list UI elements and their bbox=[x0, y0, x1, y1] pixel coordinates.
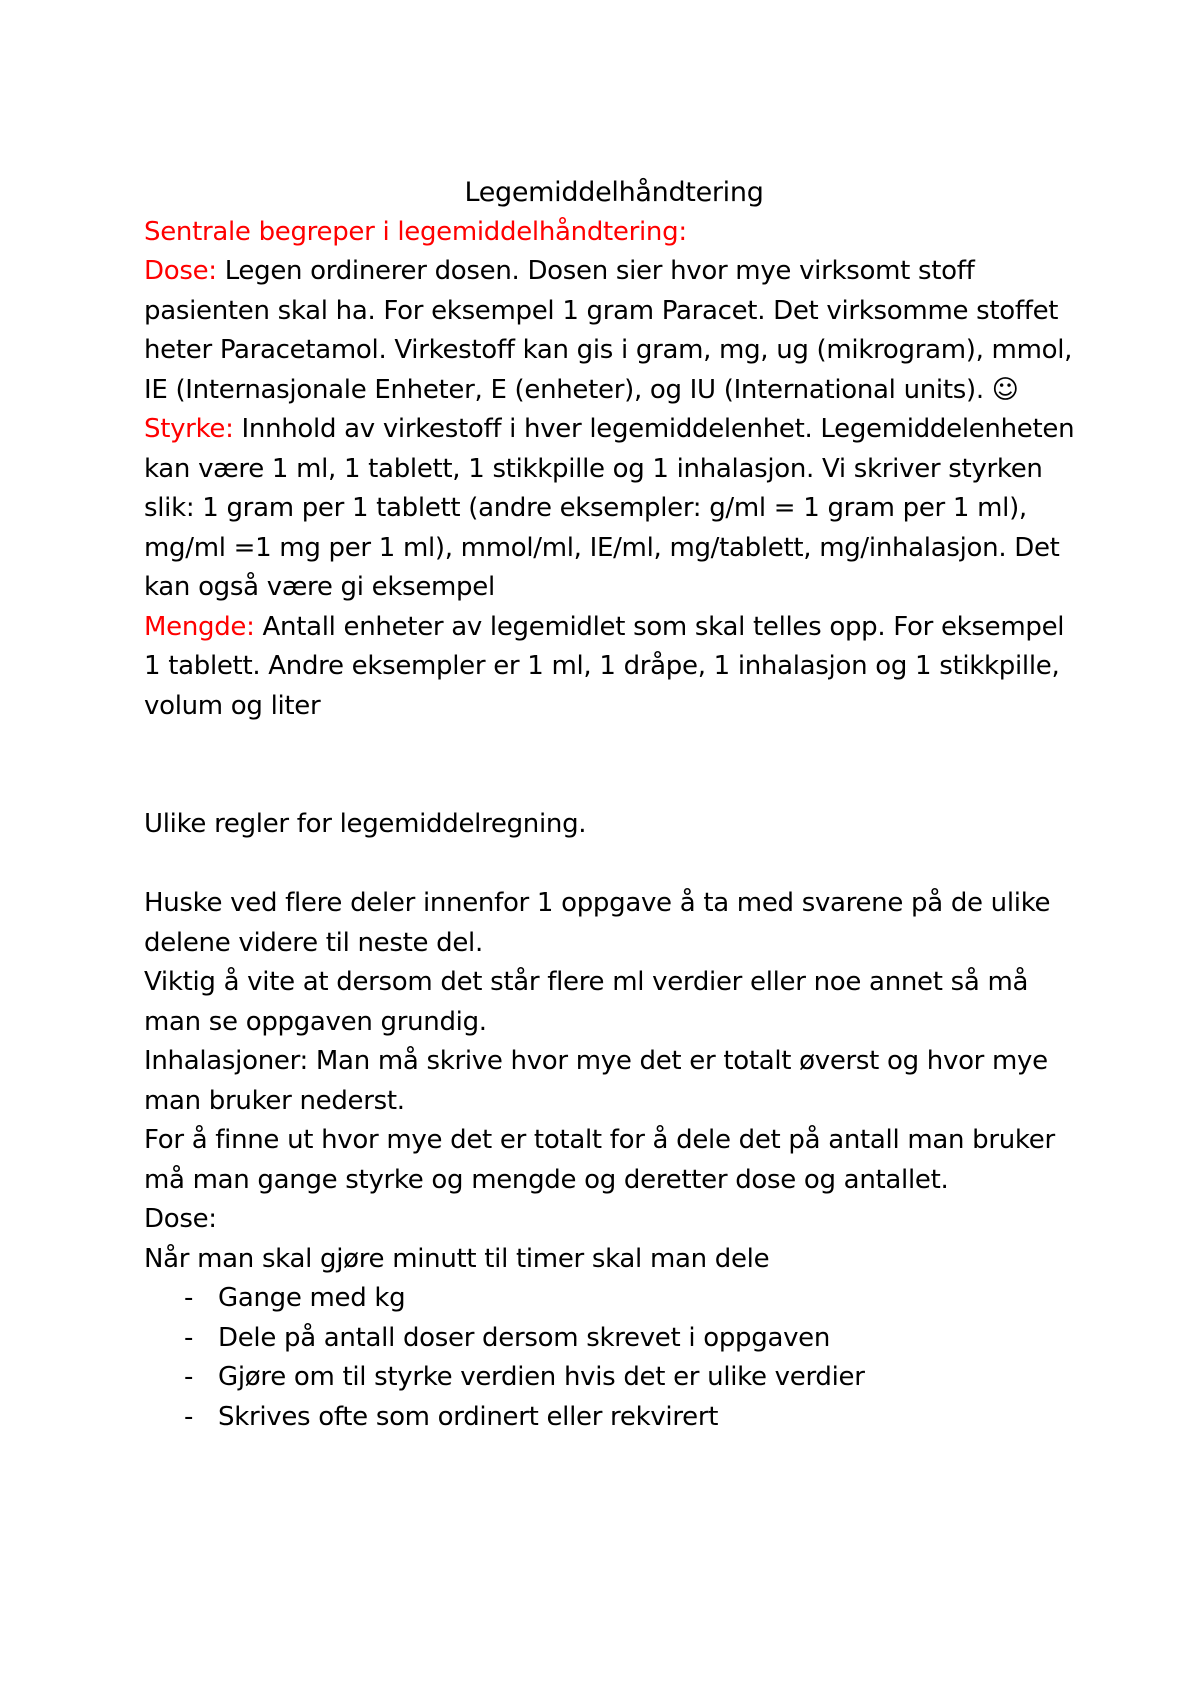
paragraph: Huske ved flere deler innenfor 1 oppgave å ta med svarene på de ulike delene videre til neste del. bbox=[144, 888, 1051, 958]
section-heading: Sentrale begreper i legemiddelhåndtering: bbox=[144, 216, 687, 247]
paragraph: Inhalasjoner: Man må skrive hvor mye det er totalt øverst og hvor mye man bruker nederst. bbox=[144, 1046, 1048, 1116]
list-item-text: Skrives ofte som ordinert eller rekvirert bbox=[218, 1401, 719, 1432]
term-label: Mengde: bbox=[144, 611, 255, 642]
list-item bbox=[144, 1358, 1084, 1398]
definition-styrke bbox=[144, 410, 1084, 608]
definition-dose bbox=[144, 252, 1084, 410]
blank-space bbox=[144, 845, 1084, 885]
dash-marker: - bbox=[184, 1322, 194, 1353]
paragraph: For å finne ut hvor mye det er totalt for å dele det på antall man bruker må man gange styrke og mengde og deretter dose og antallet. bbox=[144, 1125, 1055, 1195]
paragraph: Når man skal gjøre minutt til timer skal man dele bbox=[144, 1243, 770, 1274]
page-title: Legemiddelhåndtering bbox=[464, 177, 764, 208]
list-item bbox=[144, 1319, 1084, 1359]
document-body bbox=[144, 173, 1084, 1437]
list-item-text: Gange med kg bbox=[218, 1283, 406, 1313]
dash-marker: - bbox=[184, 1283, 194, 1313]
list-item-text: Gjøre om til styrke verdien hvis det er ulike verdier bbox=[218, 1362, 865, 1392]
term-label: Dose: bbox=[144, 256, 217, 286]
dash-marker: - bbox=[184, 1362, 194, 1392]
definition-text: Innhold av virkestoff i hver legemiddelenhet. Legemiddelenheten kan være 1 ml, 1 tablett, 1 stikkpille og 1 inhalasjon. Vi skriver styrken slik: 1 gram per 1 tablett (andre eksempler: g/ml = 1 gram per 1 ml), mg/ml =1 mg per 1 ml), mmol/ml, IE/ml, mg/tablett, mg/inhalasjon. Det kan også være gi eksempel bbox=[144, 414, 1075, 602]
list-item-text: Dele på antall doser dersom skrevet i oppgaven bbox=[218, 1322, 831, 1353]
definition-text: Legen ordinerer dosen. Dosen sier hvor mye virksomt stoff pasienten skal ha. For eksempel 1 gram Paracet. Det virksomme stoffet heter Paracetamol. Virkestoff kan gis i gram, mg, ug (mikrogram), mmol, IE (Internasjonale Enheter, E (enheter), og IU (International units). ☺ bbox=[144, 256, 1073, 405]
paragraph: Viktig å vite at dersom det står flere ml verdier eller noe annet så må man se oppgaven grundig. bbox=[144, 967, 1029, 1037]
list-item bbox=[144, 1398, 1084, 1438]
paragraph: Dose: bbox=[144, 1204, 217, 1234]
blank-space bbox=[144, 726, 1084, 805]
bullet-list bbox=[144, 1279, 1084, 1437]
dash-marker: - bbox=[184, 1401, 194, 1432]
definition-mengde bbox=[144, 608, 1084, 727]
definition-text: Antall enheter av legemidlet som skal telles opp. For eksempel 1 tablett. Andre eksempler er 1 ml, 1 dråpe, 1 inhalasjon og 1 stikkpille, volum og liter bbox=[144, 611, 1065, 721]
rules-heading: Ulike regler for legemiddelregning. bbox=[144, 809, 587, 839]
term-label: Styrke: bbox=[144, 414, 234, 444]
list-item bbox=[144, 1279, 1084, 1319]
